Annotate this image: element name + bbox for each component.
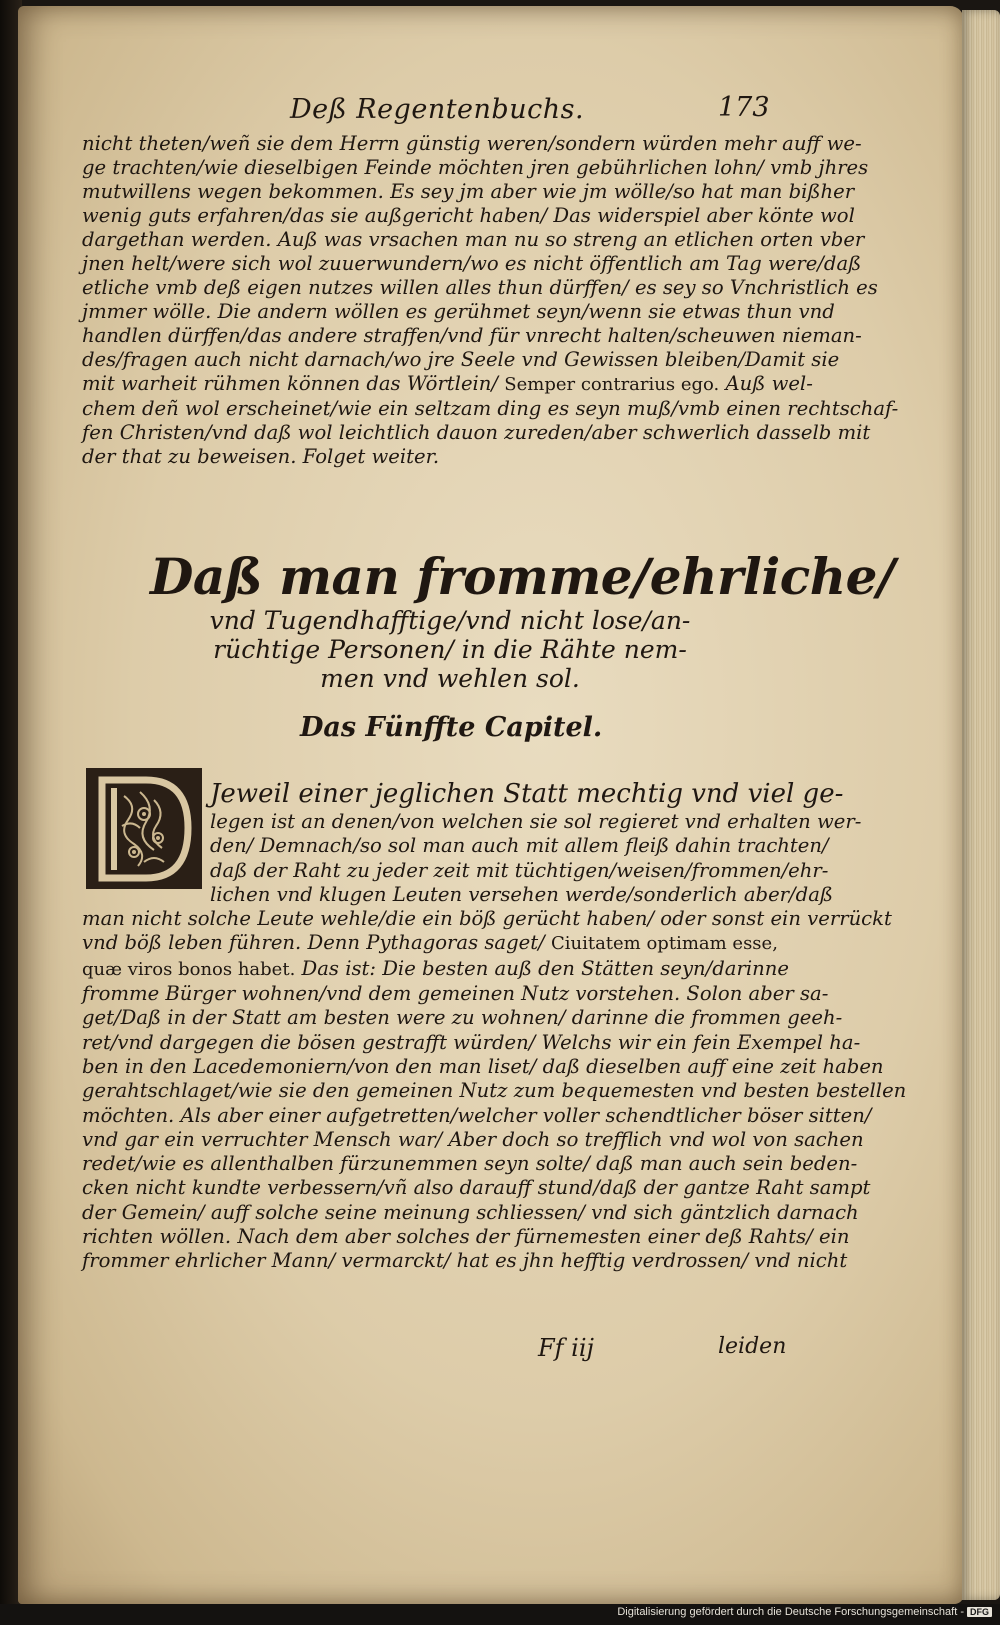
text-line: jmmer wölle. Die andern wöllen es gerühmet seyn/wenn sie etwas thun vnd: [82, 300, 835, 323]
footer-credit: [617, 1606, 992, 1618]
text-line: fromme Bürger wohnen/vnd dem gemeinen Nutz vorstehen. Solon aber sa-: [82, 982, 829, 1006]
text-segment: Auß wel-: [719, 372, 813, 395]
top-paragraph: [82, 132, 899, 469]
page-number: 173: [718, 92, 770, 123]
text-line-with-latin: [82, 931, 778, 956]
footer-credit-text: Digitalisierung gefördert durch die Deutsche Forschungsgemeinschaft -: [617, 1606, 964, 1618]
text-line: handlen dürffen/das andere straffen/vnd für vnrecht halten/scheuwen nieman-: [82, 324, 862, 347]
dfg-logo: DFG: [967, 1607, 992, 1617]
text-line: des/fragen auch nicht darnach/wo jre Seele vnd Gewissen bleiben/Damit sie: [82, 348, 840, 371]
chapter-number: Das Fünffte Capitel.: [300, 712, 603, 743]
chapter-title: [150, 547, 895, 693]
text-line: ge trachten/wie dieselbigen Feinde möchten jren gebührlichen lohn/ vmb jhres: [82, 156, 869, 179]
page-fore-edge: [962, 10, 1000, 1600]
latin-phrase: quæ viros bonos habet.: [82, 958, 296, 980]
text-line: ben in den Lacedemoniern/von den man liset/ daß dieselben auff eine zeit haben: [82, 1054, 884, 1078]
text-line: den/ Demnach/so sol man auch mit allem fleiß dahin trachten/: [210, 834, 829, 858]
text-line: etliche vmb deß eigen nutzes willen alles thun dürffen/ es sey so Vnchristlich es: [82, 276, 878, 299]
text-segment: vnd böß leben führen. Denn Pythagoras saget/: [82, 931, 545, 955]
chapter-title-line: rüchtige Personen/ in die Rähte nem-: [213, 635, 687, 664]
catchword: leiden: [718, 1334, 787, 1359]
signature-mark: Ff iij: [538, 1334, 594, 1362]
text-line: ret/vnd dargegen die bösen gestrafft würden/ Welchs wir ein fein Exempel ha-: [82, 1030, 861, 1054]
chapter-title-line: men vnd wehlen sol.: [320, 664, 580, 693]
text-line: lichen vnd klugen Leuten versehen werde/sonderlich aber/daß: [210, 882, 833, 906]
text-line-with-latin: [82, 956, 789, 982]
text-line: vnd gar ein verruchter Mensch war/ Aber doch so trefflich vnd wol von sachen: [82, 1127, 864, 1151]
text-line: möchten. Als aber einer aufgetretten/welcher voller schendtlicher böser sitten/: [82, 1103, 872, 1127]
text-line: nicht theten/weñ sie dem Herrn günstig weren/sondern würden mehr auff we-: [82, 132, 862, 155]
text-line: get/Daß in der Statt am besten were zu wohnen/ darinne die frommen geeh-: [82, 1006, 843, 1030]
text-line: Jeweil einer jeglichen Statt mechtig vnd viel ge-: [210, 779, 844, 809]
text-line: jnen helt/were sich wol zuuerwundern/wo es nicht öffentlich am Tag were/daß: [82, 252, 862, 275]
text-line: cken nicht kundte verbessern/vñ also darauff stund/daß der gantze Raht sampt: [82, 1176, 871, 1200]
text-line: gerahtschlaget/wie sie den gemeinen Nutz zum bequemesten vnd besten bestellen: [82, 1079, 907, 1103]
text-line: man nicht solche Leute wehle/die ein böß gerücht haben/ oder sonst ein verrückt: [82, 907, 892, 931]
text-line: dargethan werden. Auß was vrsachen man nu so streng an etlichen orten vber: [82, 228, 865, 251]
latin-phrase: Ciuitatem optimam esse,: [550, 933, 778, 955]
text-line: legen ist an denen/von welchen sie sol regieret vnd erhalten wer-: [210, 810, 862, 833]
text-line: wenig guts erfahren/das sie außgericht haben/ Das widerspiel aber könte wol: [82, 204, 855, 227]
chapter-paragraph: [82, 778, 907, 1274]
chapter-title-line: Daß man fromme/ehrliche/: [150, 547, 895, 606]
text-line: daß der Raht zu jeder zeit mit tüchtigen/weisen/frommen/ehr-: [210, 858, 829, 882]
text-line: redet/wie es allenthalben fürzunemmen seyn solte/ daß man auch sein beden-: [82, 1152, 858, 1176]
running-head: Deß Regentenbuchs.: [290, 94, 585, 125]
text-line: chem deñ wol erscheinet/wie ein seltzam ding es seyn muß/vmb einen rechtschaf-: [82, 397, 899, 420]
text-line: richten wöllen. Nach dem aber solches der fürnemesten einer deß Rahts/ ein: [82, 1225, 850, 1249]
chapter-title-line: vnd Tugendhafftige/vnd nicht lose/an-: [209, 606, 691, 635]
text-segment: Das ist: Die besten auß den Stätten seyn/darinne: [295, 956, 789, 980]
text-line: frommer ehrlicher Mann/ vermarckt/ hat es jhn hefftig verdrossen/ vnd nicht: [82, 1249, 848, 1273]
text-segment: mit warheit rühmen können das Wörtlein/: [82, 372, 499, 395]
text-line: der that zu beweisen. Folget weiter.: [82, 445, 440, 468]
text-line: fen Christen/vnd daß wol leichtlich dauon zureden/aber schwerlich dasselb mit: [82, 421, 871, 444]
text-line: der Gemein/ auff solche seine meinung schliessen/ vnd sich gäntzlich darnach: [82, 1200, 859, 1224]
latin-phrase: Semper contrarius ego.: [504, 374, 720, 395]
text-line-with-latin: [82, 372, 813, 397]
text-line: mutwillens wegen bekommen. Es sey jm aber wie jm wölle/so hat man bißher: [82, 180, 855, 203]
